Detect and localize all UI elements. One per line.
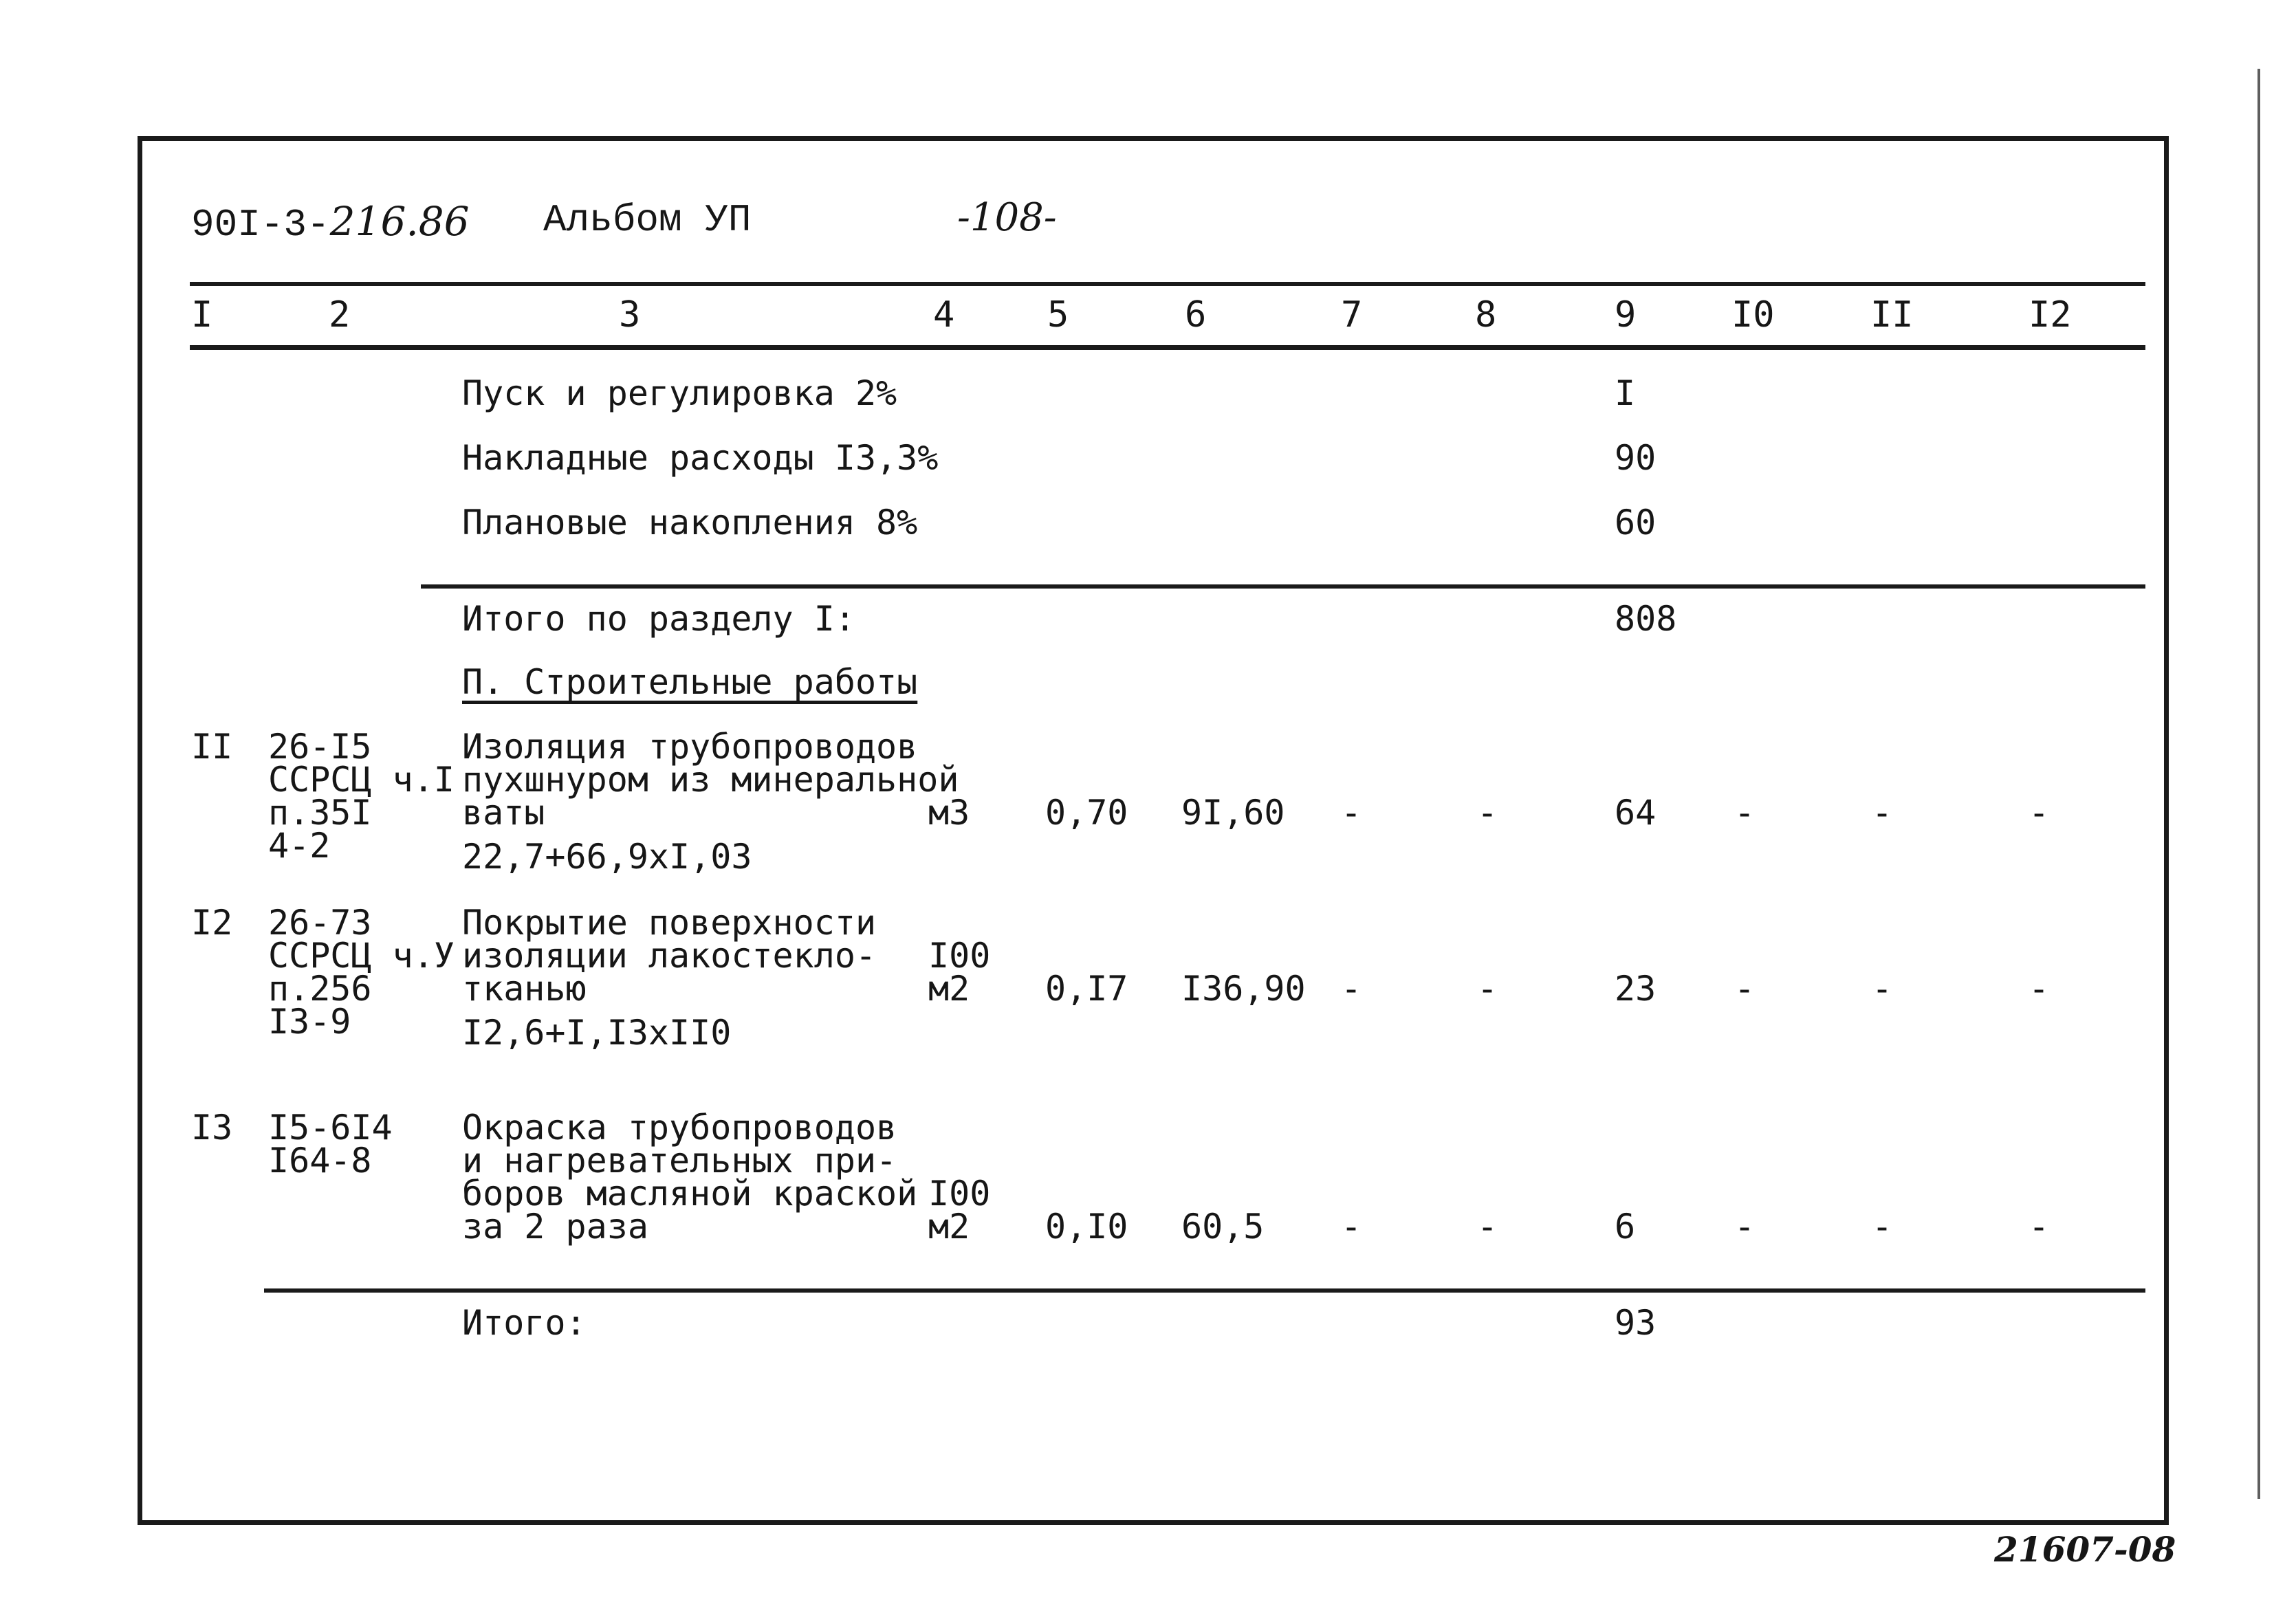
item-col8: - [1477,969,1498,1009]
col-header-8: 8 [1475,294,1497,336]
item-description [462,727,959,833]
footer-stamp: 21607-08 [1994,1529,2176,1570]
col-header-3: 3 [619,294,641,336]
right-margin-line [2257,69,2260,1499]
item-description-line: за 2 раза [462,1207,648,1247]
header-top-rule [190,282,2145,286]
col-header-11: II [1870,294,1914,336]
section-title: П. Строительные работы [462,662,918,702]
item-col10: - [1734,969,1756,1009]
summary-value-startup: I [1615,373,1636,413]
item-description-line: изоляции лакостекло- [462,936,877,976]
col-header-9: 9 [1615,294,1637,336]
item-description-line: боров масляной краской [462,1174,918,1214]
item-col7: - [1341,1207,1362,1247]
item-code [268,903,455,1042]
item-col10: - [1734,1207,1756,1247]
col-header-4: 4 [933,294,955,336]
item-col10: - [1734,793,1756,833]
item-col12: - [2029,793,2050,833]
doc-code-handwritten: 216.86 [329,198,470,245]
item-number: I3 [191,1108,233,1148]
final-total-label: Итого: [462,1303,587,1343]
item-code-line: I3-9 [268,1002,351,1042]
item-cost: 23 [1615,969,1657,1009]
summary-value-overhead: 90 [1615,438,1657,478]
item-unit-line: м2 [928,1207,970,1247]
item-col7: - [1341,969,1362,1009]
item-col7: - [1341,793,1362,833]
item-col12: - [2029,1207,2050,1247]
item-unit [928,1174,991,1247]
item-quantity: 0,I0 [1045,1207,1128,1247]
page-number: -108- [957,195,1057,240]
item-col11: - [1872,1207,1893,1247]
item-quantity: 0,70 [1045,793,1128,833]
item-code-line: I5-6I4 [268,1108,393,1148]
item-col8: - [1477,793,1498,833]
col-header-5: 5 [1047,294,1069,336]
col-header-2: 2 [329,294,351,336]
summary-value-savings: 60 [1615,503,1657,542]
item-col12: - [2029,969,2050,1009]
doc-code [191,198,470,247]
item-unit-line: I00 [928,936,991,976]
item-price: I36,90 [1181,969,1306,1009]
item-code-line: ССРСЦ ч.У [268,936,455,976]
item-price: 60,5 [1181,1207,1265,1247]
item-description-line: Изоляция трубопроводов [462,727,918,767]
item-formula: 22,7+66,9хI,03 [462,837,752,877]
final-total-rule [264,1288,2145,1293]
item-code-line: 26-73 [268,903,372,943]
item-code-line: 4-2 [268,826,331,866]
section-total-label: Итого по разделу I: [462,599,855,639]
item-unit [928,936,991,1009]
item-unit: м3 [928,793,970,833]
item-description-line: Окраска трубопроводов [462,1108,897,1148]
doc-code-printed: 90I-3- [191,203,330,247]
item-code-line: п.35I [268,793,372,833]
item-unit-line: м2 [928,969,970,1009]
item-formula: I2,6+I,I3хII0 [462,1013,732,1053]
item-code-line: I64-8 [268,1141,372,1181]
item-description [462,903,877,1009]
col-header-1: I [191,294,213,336]
album-label: Альбом УП [543,198,752,242]
item-number: I2 [191,903,233,943]
item-col11: - [1872,793,1893,833]
header-bottom-rule [190,345,2145,350]
col-header-7: 7 [1341,294,1363,336]
item-code-line: п.256 [268,969,372,1009]
item-price: 9I,60 [1181,793,1285,833]
item-code-line: 26-I5 [268,727,372,767]
item-code-line: ССРСЦ ч.I [268,760,455,800]
col-header-12: I2 [2029,294,2072,336]
item-description [462,1108,918,1247]
col-header-10: I0 [1731,294,1775,336]
summary-label-startup: Пуск и регулировка 2% [462,373,897,413]
item-description-line: Покрытие поверхности [462,903,877,943]
section-total-rule [421,584,2145,589]
summary-label-savings: Плановые накопления 8% [462,503,918,542]
item-col11: - [1872,969,1893,1009]
item-code [268,1108,393,1181]
item-description-line: пухшнуром из минеральной [462,760,959,800]
item-description-line: и нагревательных при- [462,1141,897,1181]
section-total-value: 808 [1615,599,1677,639]
item-number: II [191,727,233,767]
item-unit-line: I00 [928,1174,991,1214]
item-col8: - [1477,1207,1498,1247]
item-description-line: ваты [462,793,545,833]
final-total-value: 93 [1615,1303,1657,1343]
col-header-6: 6 [1185,294,1207,336]
item-cost: 6 [1615,1207,1636,1247]
item-description-line: тканью [462,969,587,1009]
item-cost: 64 [1615,793,1657,833]
summary-label-overhead: Накладные расходы I3,3% [462,438,939,478]
item-code [268,727,455,866]
item-quantity: 0,I7 [1045,969,1128,1009]
